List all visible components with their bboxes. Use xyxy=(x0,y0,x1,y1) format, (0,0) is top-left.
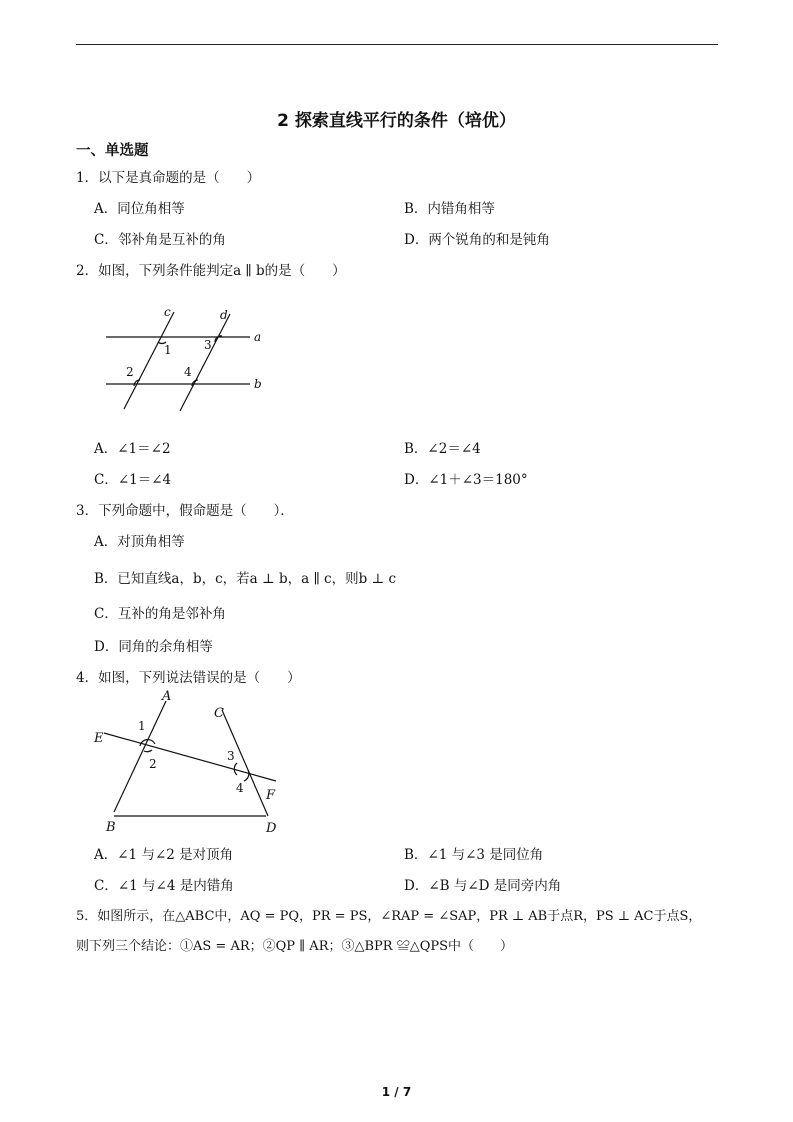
section-heading: 一、单选题 xyxy=(76,143,149,159)
fig4-label-F: F xyxy=(266,788,276,803)
question-3-option-c[interactable]: C．互补的角是邻补角 xyxy=(94,606,226,622)
fig2-label-a: a xyxy=(254,330,262,344)
question-2-figure xyxy=(100,302,270,414)
question-5-stem-line-2: 则下列三个结论：①AS = AR；②QP ∥ AR；③△BPR ≌△QPS中（ ） xyxy=(76,939,514,954)
question-4-option-a[interactable]: A．∠1 与∠2 是对顶角 xyxy=(94,847,234,863)
question-2-option-b[interactable]: B．∠2＝∠4 xyxy=(404,441,481,457)
question-4-stem: 4．如图，下列说法错误的是（ ） xyxy=(76,670,301,686)
fig2-angle-1: 1 xyxy=(164,343,172,357)
fig4-label-B: B xyxy=(106,820,116,835)
fig2-angle-3: 3 xyxy=(204,338,212,352)
fig4-label-D: D xyxy=(266,821,277,836)
fig4-angle-4: 4 xyxy=(236,781,244,795)
question-4-option-d[interactable]: D．∠B 与∠D 是同旁内角 xyxy=(404,878,562,894)
fig4-label-A: A xyxy=(162,689,172,704)
question-3-option-a[interactable]: A．对顶角相等 xyxy=(94,534,185,550)
fig4-label-E: E xyxy=(94,731,104,746)
question-3-option-b[interactable]: B．已知直线a，b，c，若a ⊥ b，a ∥ c，则b ⊥ c xyxy=(94,571,397,587)
question-2-option-d[interactable]: D．∠1＋∠3＝180° xyxy=(404,472,528,488)
question-1-option-b[interactable]: B．内错角相等 xyxy=(404,201,495,217)
question-3-stem: 3．下列命题中，假命题是（ ）． xyxy=(76,503,294,519)
question-2-stem: 2．如图，下列条件能判定a ∥ b的是（ ） xyxy=(76,263,346,279)
question-1-stem: 1．以下是真命题的是（ ） xyxy=(76,170,261,186)
fig4-angle-3: 3 xyxy=(227,749,235,763)
fig4-angle-1: 1 xyxy=(138,719,146,733)
question-4-option-c[interactable]: C．∠1 与∠4 是内错角 xyxy=(94,878,234,894)
fig4-angle-2: 2 xyxy=(149,757,157,771)
fig2-label-b: b xyxy=(254,377,262,391)
question-1-option-d[interactable]: D．两个锐角的和是钝角 xyxy=(404,232,550,248)
question-4-figure xyxy=(90,688,290,840)
fig2-angle-4: 4 xyxy=(184,365,192,379)
question-5-stem-line-1: 5．如图所示，在△ABC中，AQ = PQ，PR = PS，∠RAP = ∠SAP，PR ⊥ AB于点R，PS ⊥ AC于点S， xyxy=(76,909,702,924)
question-1-option-a[interactable]: A．同位角相等 xyxy=(94,201,185,217)
question-3-option-d[interactable]: D．同角的余角相等 xyxy=(94,639,213,655)
question-4-option-b[interactable]: B．∠1 与∠3 是同位角 xyxy=(404,847,544,863)
fig4-label-C: C xyxy=(214,706,224,721)
question-2-option-c[interactable]: C．∠1＝∠4 xyxy=(94,472,172,488)
fig2-label-c: c xyxy=(164,305,171,319)
page-title: 2 探索直线平行的条件（培优） xyxy=(277,111,516,131)
page-number: 1 / 7 xyxy=(381,1085,412,1099)
question-2-option-a[interactable]: A．∠1＝∠2 xyxy=(94,441,171,457)
fig2-label-d: d xyxy=(220,308,228,322)
fig2-angle-2: 2 xyxy=(126,365,134,379)
question-1-option-c[interactable]: C．邻补角是互补的角 xyxy=(94,232,226,248)
header-rule xyxy=(76,44,718,45)
